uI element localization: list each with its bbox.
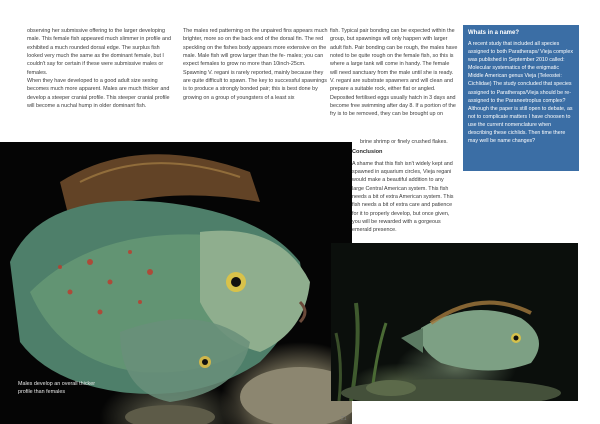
photo-caption: Males develop an overall thicker profile than females [18,381,96,396]
paragraph: Spawning V. regani is rarely reported, mainly because they are quite difficult to spawn. The key to successful spawnings is to produce a strongly bonded pair; this is best done by growing on a group of youngsters of a least six [183,69,327,101]
paragraph: fish. Typical pair bonding can be expected within the group, but spawnings will only happen with larger adult fish. Pair bonding can be rough, the males have noted to be quite rough on the female fish, so this is where a large tank will come in handy. The female will need sanctuary from the male until she is ready. [330,28,458,76]
sidebar-box [463,25,579,171]
paragraph: brine shrimp or finely crushed flakes. [360,139,448,145]
paragraph: The males red patterning on the unpaired fins appears much brighter, more so on the back end of the dorsal fin. The red speckling on the fishes body appears more extensive on the male. Male fish will grow larger than the fe- males; you can expect females to grow no more than 10inch-25cm. [183,28,328,68]
article-column-4 [352,138,456,235]
article-column-3 [330,27,458,119]
page-number: 21 [341,416,347,422]
sidebar-body: A recent study that included all species assigned to both Paratheraps/ Vieja complex was published in September 2010 called: Molecular systematics of the enigmatic Middle American genus Vieja (Teleostei: Cichlidae) The study concluded that species assigned to Paratheraps/Vieja should be re-assigned to the Paraneetroplus complex? Although the paper is still open to debate, as not to complicate matters I have choosen to use the current nomenclature when describing these cichlids. Then time there may well be name changes? [468,41,574,145]
sidebar-title: Whats in a name? [468,30,520,36]
paragraph: V. regani are substrate spawners and will clean and prepare a suitable rock, either flat or angled. Deposited fertilised eggs usually hatch in 3 days and become free swimming after day 8. If a portion of the fry is to be removed, they can be brought up on [330,78,456,118]
article-column-2 [183,27,328,102]
paragraph: observing her submissive offering to the larger developing male. This female fish appeared much slimmer in profile and exhibited a much rounded dorsal edge. The surplus fish looked very much the same as the dominant female, but I couldn't say for certain if these were submissive males or females. [27,28,172,76]
paragraph: When they have developed to a good adult size sexing becomes much more apparent. Males are much thicker and develop a steeper cranial profile. This steeper cranial profile will become a nuchal hump in older dominant fish. [27,78,170,110]
fish-photo-small [331,243,578,401]
fish-illustration-small [331,243,578,401]
article-column-1 [27,27,173,110]
paragraph: A shame that this fish isn't widely kept and spawned in aquarium circles, Vieja regani would make a beautiful addition to any large Central American system. This fish needs a bit of extra American system. This fish needs a bit of extra care and patience for it to properly develop, but once given, you will be rewarded with a gorgeous emerald presence. [352,160,454,234]
conclusion-heading: Conclusion [352,149,383,156]
